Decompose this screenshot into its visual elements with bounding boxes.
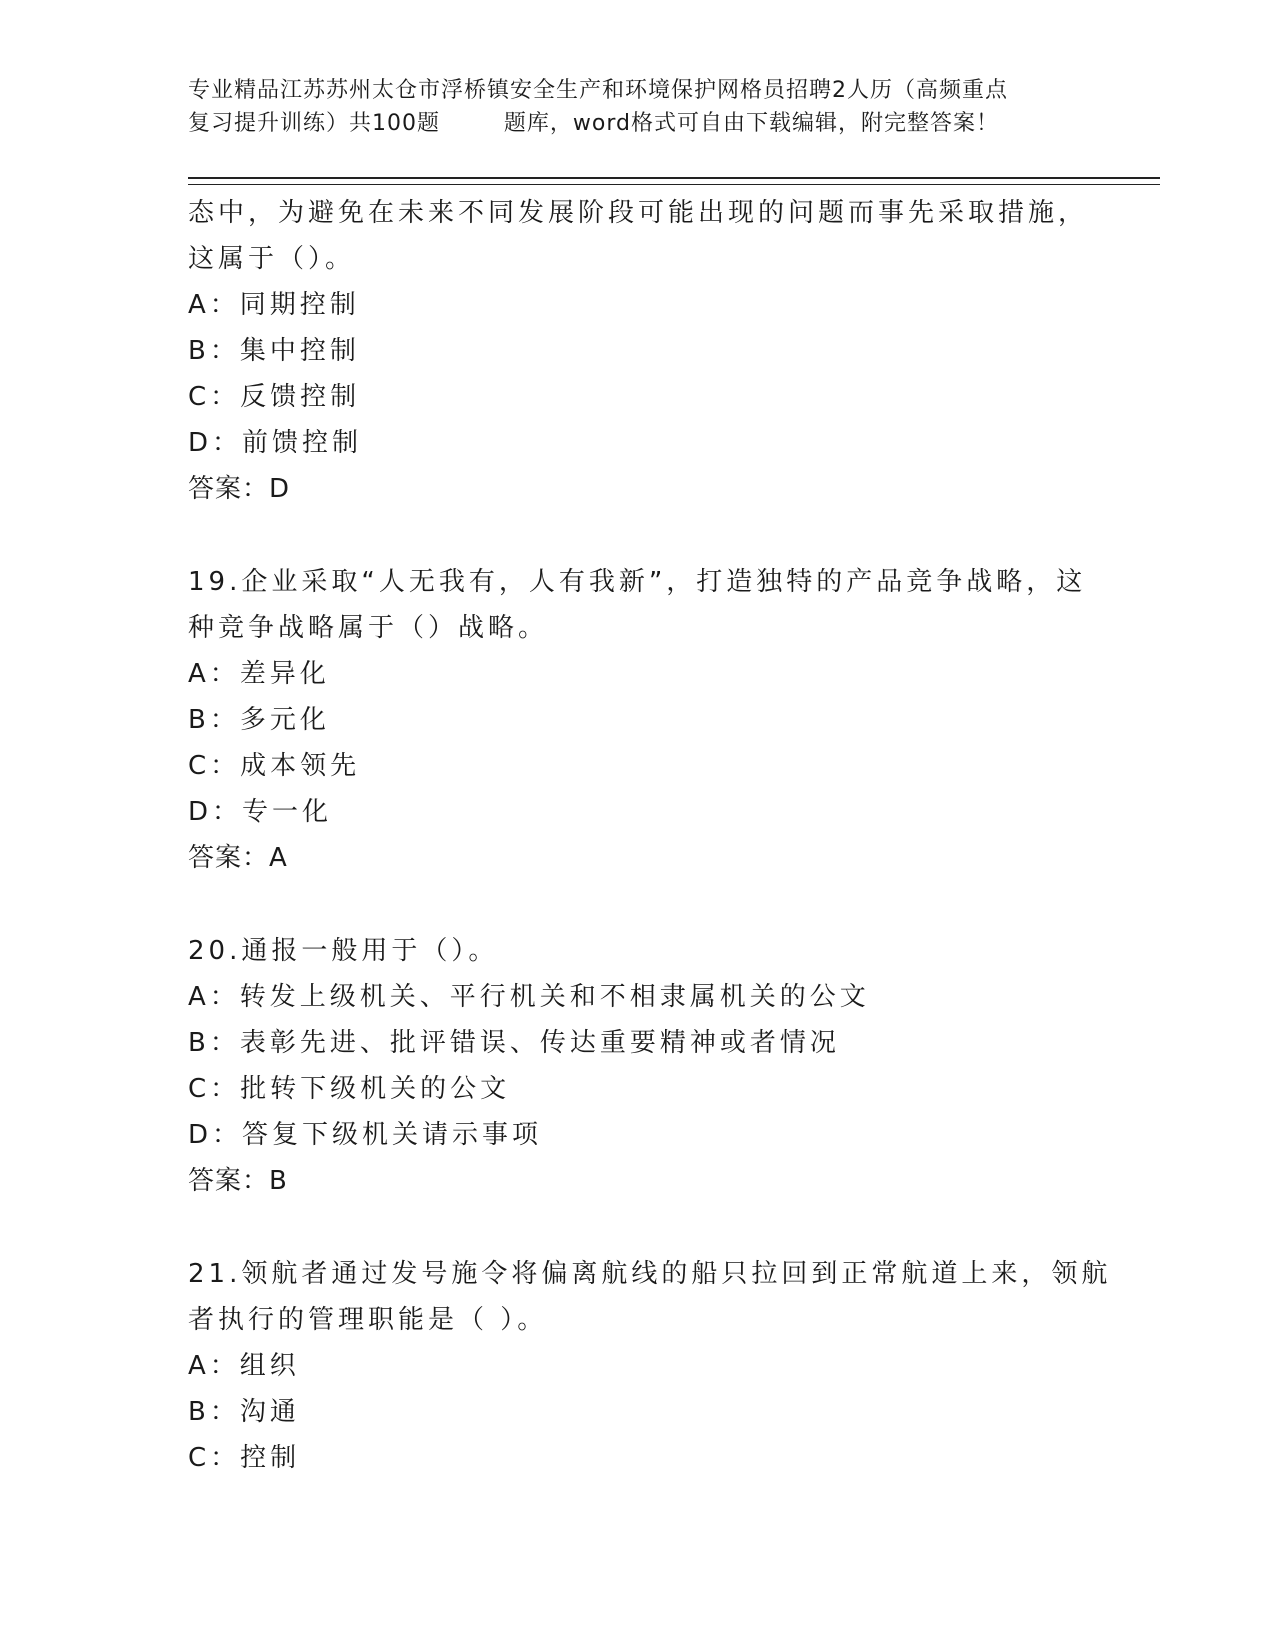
question-spacer bbox=[188, 1204, 1088, 1251]
question-spacer bbox=[188, 512, 1088, 559]
option-b: B：表彰先进、批评错误、传达重要精神或者情况 bbox=[188, 1028, 840, 1058]
question-stem: 态中，为避免在未来不同发展阶段可能出现的问题而事先采取措施， bbox=[188, 198, 1089, 228]
option-a: A：组织 bbox=[188, 1351, 300, 1381]
question-stem: 19.企业采取“人无我有，人有我新”，打造独特的产品竞争战略，这 bbox=[188, 567, 1087, 597]
answer-label: 答案：B bbox=[188, 1166, 288, 1196]
question-stem: 21.领航者通过发号施令将偏离航线的船只拉回到正常航道上来，领航 bbox=[188, 1259, 1112, 1289]
question-stem: 这属于（）。 bbox=[188, 244, 356, 274]
question-21 bbox=[188, 1251, 1112, 1481]
option-c: C：控制 bbox=[188, 1443, 301, 1473]
question-list bbox=[188, 190, 1112, 1481]
option-c: C：反馈控制 bbox=[188, 382, 361, 412]
question-19 bbox=[188, 559, 1088, 881]
option-a: A：同期控制 bbox=[188, 290, 360, 320]
option-b: B：沟通 bbox=[188, 1397, 300, 1427]
question-18 bbox=[188, 190, 1088, 512]
question-stem: 种竞争战略属于（）战略。 bbox=[188, 613, 549, 643]
header-title-line-1: 专业精品江苏苏州太仓市浮桥镇安全生产和环境保护网格员招聘2人历（高频重点 bbox=[188, 78, 1008, 103]
option-d: D：答复下级机关请示事项 bbox=[188, 1120, 543, 1150]
header-divider bbox=[188, 177, 1160, 185]
question-20 bbox=[188, 928, 1088, 1204]
option-d: D：前馈控制 bbox=[188, 428, 363, 458]
answer-label: 答案：D bbox=[188, 474, 291, 504]
option-c: C：成本领先 bbox=[188, 751, 361, 781]
question-stem: 20.通报一般用于（）。 bbox=[188, 936, 499, 966]
question-stem: 者执行的管理职能是（ ）。 bbox=[188, 1305, 548, 1335]
answer-label: 答案：A bbox=[188, 843, 288, 873]
option-b: B：集中控制 bbox=[188, 336, 360, 366]
page-header bbox=[188, 74, 1088, 140]
option-b: B：多元化 bbox=[188, 705, 330, 735]
question-spacer bbox=[188, 881, 1088, 928]
option-a: A：转发上级机关、平行机关和不相隶属机关的公文 bbox=[188, 982, 870, 1012]
header-title-line-2: 复习提升训练）共100题 题库，word格式可自由下载编辑，附完整答案！ bbox=[188, 111, 1000, 136]
option-c: C：批转下级机关的公文 bbox=[188, 1074, 511, 1104]
option-d: D：专一化 bbox=[188, 797, 333, 827]
option-a: A：差异化 bbox=[188, 659, 330, 689]
